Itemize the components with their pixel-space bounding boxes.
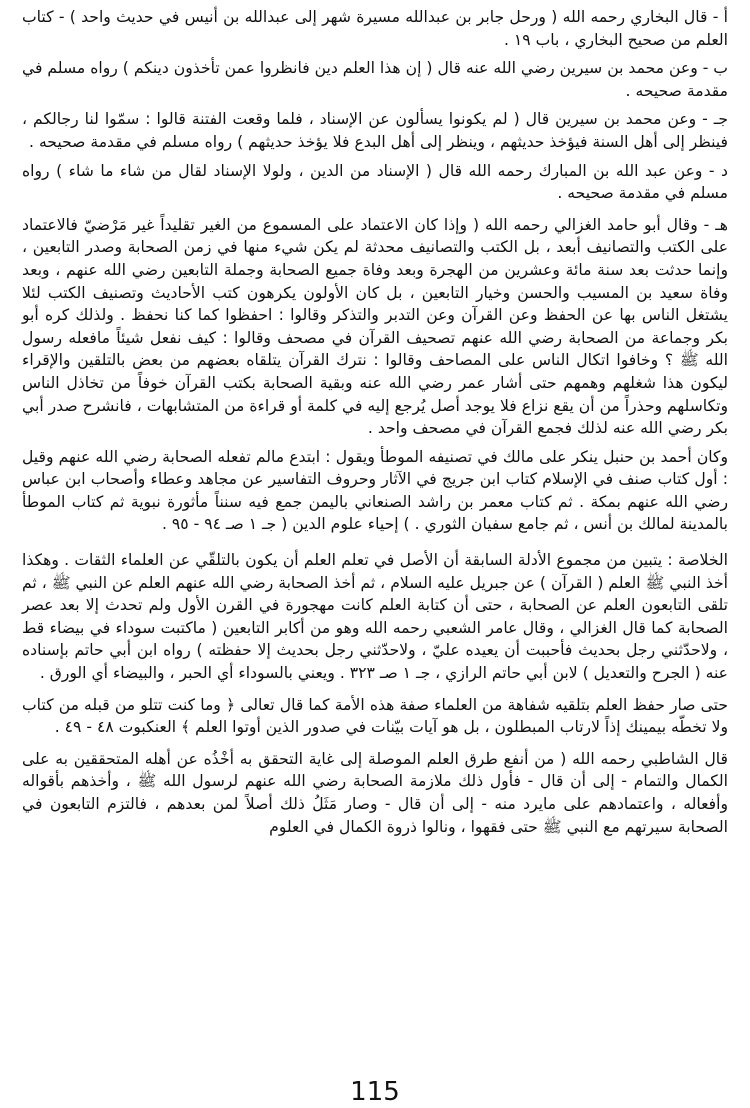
paragraph-ankabut-verse: حتى صار حفظ العلم بتلقيه شفاهة من العلماء صفة هذه الأمة كما قال تعالى ﴿ وما كنت تتلو من قبله من كتاب ولا تخطّه بيمينك إذاً لارتاب المبطلون ، بل هو آيات بيّنات في صدور الذين أوتوا العلم ﴾ العنكبوت ٤٨ - ٤٩ .	[22, 695, 728, 737]
paragraph-jim: جـ - وعن محمد بن سيرين قال ( لم يكونوا يسألون عن الإسناد ، فلما وقعت الفتنة قالوا : سمّوا لنا رجالكم ، فينظر إلى أهل السنة فيؤخذ حديثهم ، وينظر إلى أهل البدع فلا يؤخذ حديثهم ) رواه مسلم في مقدمة صحيحه .	[22, 110, 728, 151]
paragraph-ahmad-ibn-hanbal: وكان أحمد بن حنبل ينكر على مالك في تصنيفه الموطأ ويقول : ابتدع مالم تفعله الصحابة رضي الله عنهم وقيل : أول كتاب صنف في الإسلام كتاب ابن جريج في الآثار وحروف التفاسير عن مجاهد وعطاء وأصحاب ابن عباس رضي الله عنهم بمكة . ثم كتاب معمر بن راشد الصنعاني باليمن جمع فيه سنناً مأثورة نبوية ثم كتاب الموطأ بالمدينة لمالك بن أنس ، ثم جامع سفيان الثوري . ) إحياء علوم الدين ( جـ ١ صـ ٩٤ - ٩٥ .	[22, 447, 728, 534]
page-number: 115	[350, 1077, 400, 1107]
paragraph-ba: ب - وعن محمد بن سيرين رضي الله عنه قال ( إن هذا العلم دين فانظروا عمن تأخذون دينكم ) رواه مسلم في مقدمة صحيحه .	[22, 59, 728, 100]
paragraph-dal: د - وعن عبد الله بن المبارك رحمه الله قال ( الإسناد من الدين ، ولولا الإسناد لقال من شاء ما شاء ) رواه مسلم في مقدمة صحيحه .	[22, 161, 728, 203]
paragraph-shatibi-quote: قال الشاطبي رحمه الله ( من أنفع طرق العلم الموصلة إلى غاية التحقق به أخْذُه عن أهله المتحققين به على الكمال والتمام - إلى أن قال - فأول ذلك ملازمة الصحابة رضي الله عنهم لرسول الله ﷺ ، وأخذهم بأقواله وأفعاله ، واعتمادهم على مايرد منه - إلى أن قال - وصار مَثَلُ ذلك أصلاً لمن بعدهم ، فالتزم التابعون في الصحابة سيرتهم مع النبي ﷺ حتى فقهوا ، ونالوا ذروة الكمال في العلوم	[22, 749, 728, 836]
paragraph-summary: الخلاصة : يتبين من مجموع الأدلة السابقة أن الأصل في تعلم العلم أن يكون بالتلقّي عن العلماء الثقات . وهكذا أخذ النبي ﷺ العلم ( القرآن ) عن جبريل عليه السلام ، ثم أخذ الصحابة رضي الله عنهم العلم عن النبي ﷺ ، ثم تلقى التابعون العلم عن الصحابة ، حتى أن كتابة العلم كانت مهجورة في القرن الأول ولم تحدث إلا بعد عصر الصحابة كما قال الغزالي ، وقال عامر الشعبي رحمه الله وهو من أكابر التابعين ( ماكتبت سوداء في بيضاء قط ، ولاحدّثني رجل بحديث فأحببت أن يعيده عليّ ، ولاحدّثني رجل بحديث إلا حفظته ) رواه ابن أبي حاتم بإسناده عنه ( الجرح والتعديل ) لابن أبي حاتم الرازي ، جـ ١ صـ ٣٢٣ . ويعني بالسوداء أي الحبر ، والبيضاء أي الورق .	[22, 551, 728, 683]
document-body	[22, 6, 728, 838]
paragraph-alif: أ - قال البخاري رحمه الله ( ورحل جابر بن عبدالله مسيرة شهر إلى عبدالله بن أنيس في حديث واحد ) - كتاب العلم من صحيح البخاري ، باب ١٩ .	[22, 8, 728, 49]
paragraph-ha-ghazali-quote: هـ - وقال أبو حامد الغزالي رحمه الله ( وإذا كان الاعتماد على المسموع من الغير تقليداً غير مَرْضيّ فالاعتماد على الكتب والتصانيف أبعد ، بل الكتب والتصانيف محدثة لم يكن شيء منها في زمن الصحابة وصدر التابعين ، وإنما حدثت بعد سنة مائة وعشرين من الهجرة وبعد وفاة جميع الصحابة وجملة التابعين رضي الله عنهم ، وبعد وفاة سعيد بن المسيب والحسن وخيار التابعين ، بل كان الأولون يكرهون كتب الأحاديث وتصنيف الكتب لئلا يشتغل الناس بها عن الحفظ وعن القرآن وعن التدبر والتذكر وقالوا : احفظوا كما كنا نحفظ . ولذلك كره أبو بكر وجماعة من الصحابة رضي الله عنهم تصحيف القرآن في مصحف وقالوا : كيف نفعل شيئاً مافعله رسول الله ﷺ ؟ وخافوا اتكال الناس على المصاحف وقالوا : نترك القرآن يتلقاه بعضهم من بعض بالتلقين والإقراء ليكون هذا شغلهم وهمهم حتى أشار عمر رضي الله عنه وبقية الصحابة بكتب القرآن خوفاً من تخاذل الناس وتكاسلهم وحذراً من أن يقع نزاع فلا يوجد أصل يُرجع إليه في كلمة أو قراءة من المتشابهات ، فانشرح صدر أبي بكر رضي الله عنه لذلك فجمع القرآن في مصحف واحد .	[22, 215, 728, 438]
